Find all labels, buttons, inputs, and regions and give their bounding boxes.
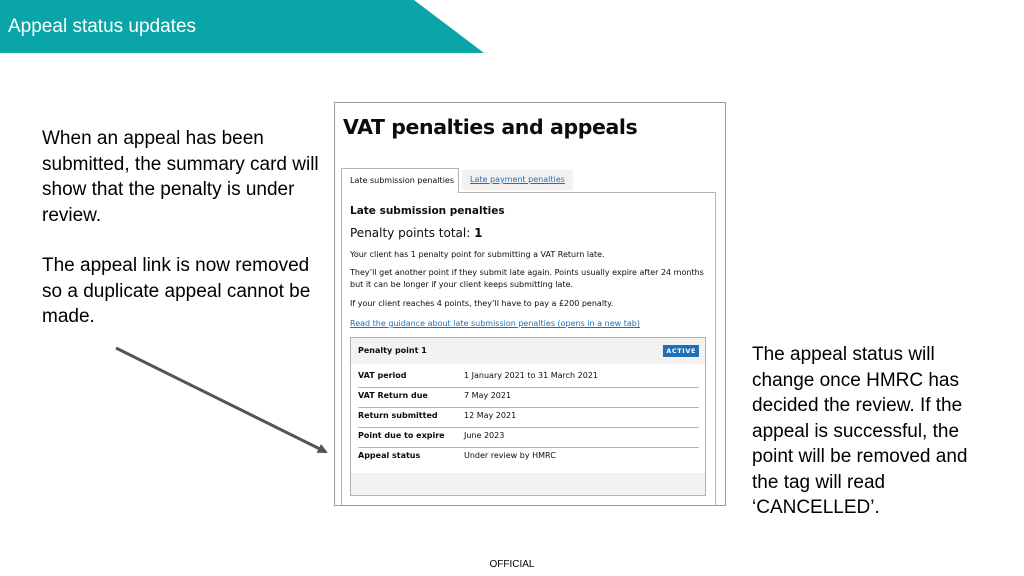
intro-paragraph: Your client has 1 penalty point for submitting a VAT Return late. xyxy=(350,250,605,259)
card-header xyxy=(351,338,705,364)
threshold-paragraph: If your client reaches 4 points, they’ll have to pay a £200 penalty. xyxy=(350,299,614,308)
left-annotation-para-2: The appeal link is now removed so a duplicate appeal cannot be made. xyxy=(42,255,311,327)
summary-row xyxy=(358,407,699,428)
row-value: 12 May 2021 xyxy=(464,411,517,420)
service-screenshot xyxy=(334,102,726,506)
tab-label: Late payment penalties xyxy=(470,175,565,184)
tab-late-payment-penalties[interactable] xyxy=(462,170,573,190)
summary-row xyxy=(358,367,699,388)
summary-row xyxy=(358,427,699,448)
row-key: Appeal status xyxy=(358,451,421,460)
row-value: June 2023 xyxy=(464,431,505,440)
right-annotation: The appeal status will change once HMRC has decided the review. If the appeal is successful, the point will be removed and the tag will read ‘CANCELLED’. xyxy=(752,344,968,518)
card-footer xyxy=(351,473,705,495)
tab-label: Late submission penalties xyxy=(350,176,455,185)
points-total xyxy=(350,227,482,239)
pointer-arrow-icon xyxy=(108,340,338,460)
classification-label: OFFICIAL xyxy=(489,559,535,570)
slide-title: Appeal status updates xyxy=(8,16,197,37)
points-total-value: 1 xyxy=(474,226,483,240)
row-value: Under review by HMRC xyxy=(464,451,556,460)
left-annotation-para-1: When an appeal has been submitted, the summary card will show that the penalty is under review. xyxy=(42,128,319,226)
penalty-summary-card xyxy=(350,337,706,496)
summary-row xyxy=(358,387,699,408)
row-value: 1 January 2021 to 31 March 2021 xyxy=(464,371,598,380)
page-title: VAT penalties and appeals xyxy=(343,115,638,139)
left-annotation xyxy=(42,126,332,330)
row-key: VAT period xyxy=(358,371,407,380)
row-key: VAT Return due xyxy=(358,391,428,400)
status-badge: ACTIVE xyxy=(663,345,699,357)
expiry-paragraph: They’ll get another point if they submit late again. Points usually expire after 24 months but it can be longer if your client keeps submitting late. xyxy=(350,268,704,289)
row-value: 7 May 2021 xyxy=(464,391,512,400)
row-key: Point due to expire xyxy=(358,431,445,440)
guidance-link[interactable]: Read the guidance about late submission penalties (opens in a new tab) xyxy=(350,319,640,328)
row-key: Return submitted xyxy=(358,411,438,420)
section-heading: Late submission penalties xyxy=(350,205,505,217)
card-title: Penalty point 1 xyxy=(358,346,427,355)
summary-row xyxy=(358,447,699,467)
points-total-label: Penalty points total: xyxy=(350,226,471,240)
tab-late-submission-penalties[interactable] xyxy=(341,168,459,193)
